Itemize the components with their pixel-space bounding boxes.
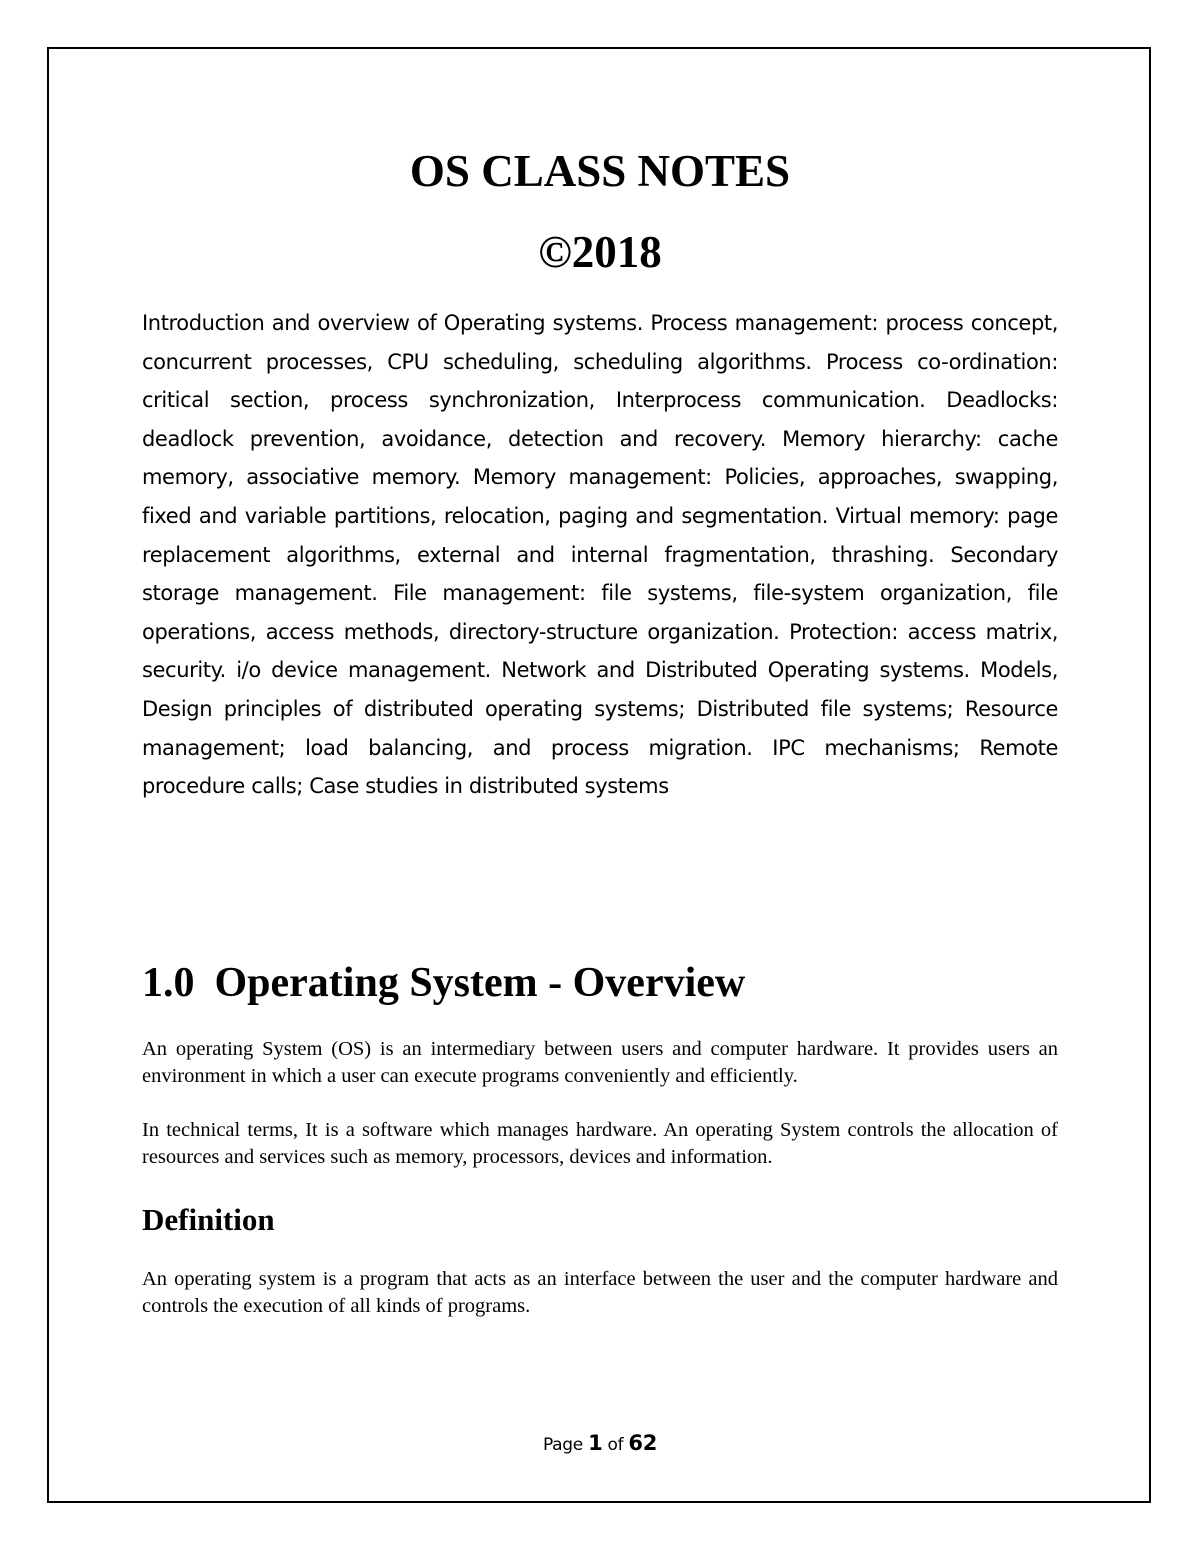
footer-total-pages: 62 <box>628 1431 658 1455</box>
page-footer <box>142 1429 1058 1459</box>
overview-paragraph-1: An operating System (OS) is an intermediary between users and computer hardware. It provides users an environment in which a user can execute programs conveniently and efficiently. <box>142 1038 1058 1087</box>
syllabus-paragraph: Introduction and overview of Operating systems. Process management: process concept, concurrent processes, CPU scheduling, scheduling algorithms. Process co-ordination: critical section, process synchronization, Interprocess communication. Deadlocks: deadlock prevention, avoidance, detection and recovery. Memory hierarchy: cache memory, associative memory. Memory management: Policies, approaches, swapping, fixed and variable partitions, relocation, paging and segmentation. Virtual memory: page replacement algorithms, external and internal fragmentation, thrashing. Secondary storage management. File management: file systems, file-system organization, file operations, access methods, directory-structure organization. Protection: access matrix, security. i/o device management. Network and Distributed Operating systems. Models, Design principles of distributed operating systems; Distributed file systems; Resource management; load balancing, and process migration. IPC mechanisms; Remote procedure calls; Case studies in distributed systems <box>142 311 1058 799</box>
section-number: 1.0 <box>142 960 195 1006</box>
footer-page-word: Page <box>542 1435 583 1455</box>
definition-heading: Definition <box>142 1202 275 1237</box>
footer-of-word: of <box>607 1435 624 1455</box>
document-year: ©2018 <box>538 227 662 277</box>
definition-paragraph: An operating system is a program that acts as an interface between the user and the computer hardware and controls the execution of all kinds of programs. <box>142 1268 1058 1317</box>
section-heading <box>142 953 1058 1013</box>
section-title: Operating System - Overview <box>214 960 746 1006</box>
overview-paragraph-2: In technical terms, It is a software which manages hardware. An operating System controls the allocation of resources and services such as memory, processors, devices and information. <box>142 1119 1058 1168</box>
document-title: OS CLASS NOTES <box>409 146 791 196</box>
footer-current-page: 1 <box>588 1431 603 1455</box>
